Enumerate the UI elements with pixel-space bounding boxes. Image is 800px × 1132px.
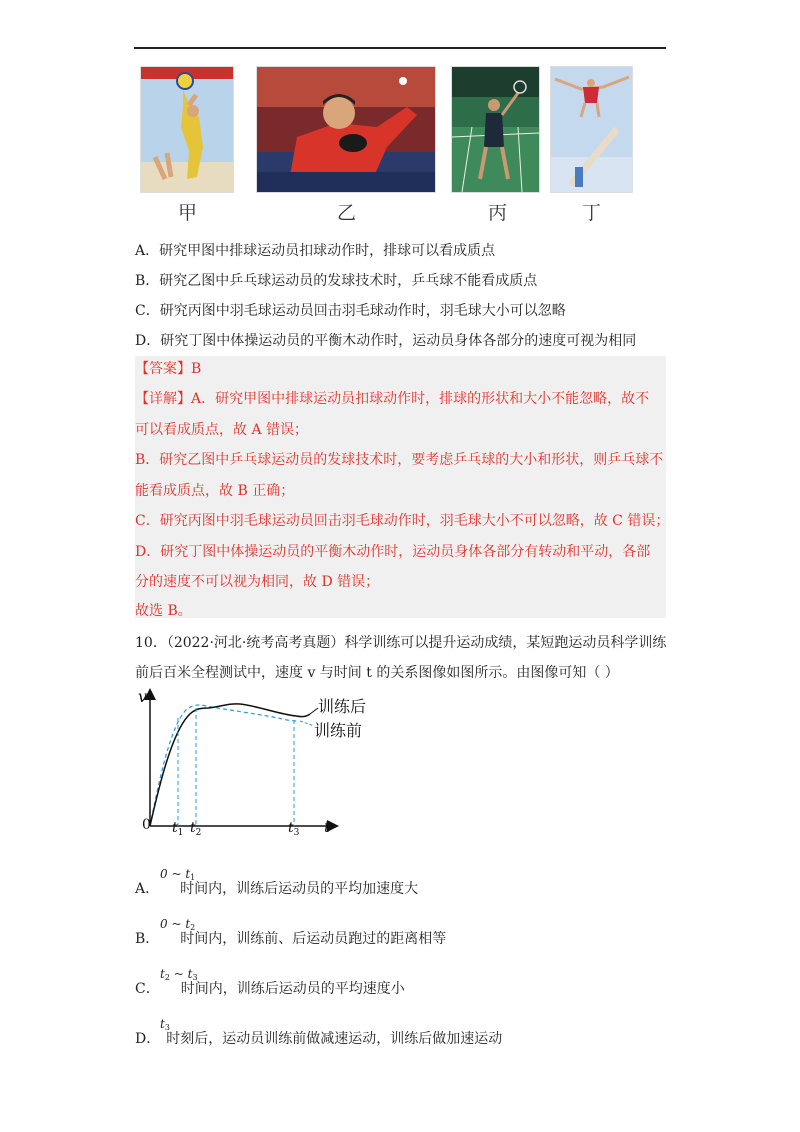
caption-jia: 甲 xyxy=(178,202,198,224)
origin-label: 0 xyxy=(142,817,151,833)
badminton-photo xyxy=(451,66,540,193)
t3-label: $t_3$ xyxy=(288,820,300,838)
question-line-2: 前后百米全程测试中，速度 v 与时间 t 的关系图像如图所示。由图像可知（ ） xyxy=(135,665,619,681)
t-label: t xyxy=(324,817,331,836)
choice-d: D． $t_3$ 时刻后，运动员训练前做减速运动，训练后做加速运动 xyxy=(135,1017,503,1047)
top-rule xyxy=(134,47,666,49)
explanation-line: 分的速度不可以视为相同，故 D 错误； xyxy=(135,574,380,590)
choice-a: A． 0 ~ $t_1$ 时间内，训练后运动员的平均加速度大 xyxy=(135,867,419,897)
explanation-line: 【详解】A．研究甲图中排球运动员扣球动作时，排球的形状和大小不能忽略，故不 xyxy=(135,391,650,407)
explanation-line: 可以看成质点，故 A 错误； xyxy=(135,422,309,438)
explanation-line: 故选 B。 xyxy=(135,603,192,619)
caption-yi: 乙 xyxy=(337,202,357,224)
option-b: B．研究乙图中乒乓球运动员的发球技术时，乒乓球不能看成质点 xyxy=(135,273,538,289)
caption-ding: 丁 xyxy=(582,202,602,224)
choice-c: C． $t_2$ ~ $t_3$ 时间内，训练后运动员的平均速度小 xyxy=(135,967,405,997)
option-a: A．研究甲图中排球运动员扣球动作时，排球可以看成质点 xyxy=(135,243,496,259)
legend-after: 训练后 xyxy=(318,697,367,716)
vt-graph xyxy=(128,686,378,840)
option-c: C．研究丙图中羽毛球运动员回击羽毛球动作时，羽毛球大小可以忽略 xyxy=(135,303,566,319)
t2-label: $t_2$ xyxy=(190,820,202,838)
question-line-1: 10．（2022·河北·统考高考真题）科学训练可以提升运动成绩，某短跑运动员科学训练 xyxy=(135,635,667,651)
explanation-line: 能看成质点，故 B 正确； xyxy=(135,483,295,499)
option-d: D．研究丁图中体操运动员的平衡木动作时，运动员身体各部分的速度可视为相同 xyxy=(135,333,637,349)
caption-bing: 丙 xyxy=(488,202,508,224)
choice-b: B． 0 ~ $t_2$ 时间内，训练前、后运动员跑过的距离相等 xyxy=(135,917,447,947)
table-tennis-photo xyxy=(256,66,436,193)
legend-before: 训练前 xyxy=(314,721,363,740)
explanation-line: B．研究乙图中乒乓球运动员的发球技术时，要考虑乒乓球的大小和形状，则乒乓球不 xyxy=(135,452,664,468)
volleyball-photo xyxy=(140,66,234,193)
explanation-line: D．研究丁图中体操运动员的平衡木动作时，运动员身体各部分有转动和平动，各部 xyxy=(135,544,651,560)
curve-after xyxy=(150,704,310,826)
v-label: v xyxy=(138,687,148,706)
t1-label: $t_1$ xyxy=(172,820,184,838)
legend-pointer xyxy=(300,721,314,726)
curve-before xyxy=(150,705,298,826)
balance-beam-photo xyxy=(550,66,633,193)
answer-label: 【答案】B xyxy=(135,361,202,377)
explanation-line: C．研究丙图中羽毛球运动员回击羽毛球动作时，羽毛球大小不可以忽略，故 C 错误； xyxy=(135,513,670,529)
legend-pointer xyxy=(310,708,318,714)
